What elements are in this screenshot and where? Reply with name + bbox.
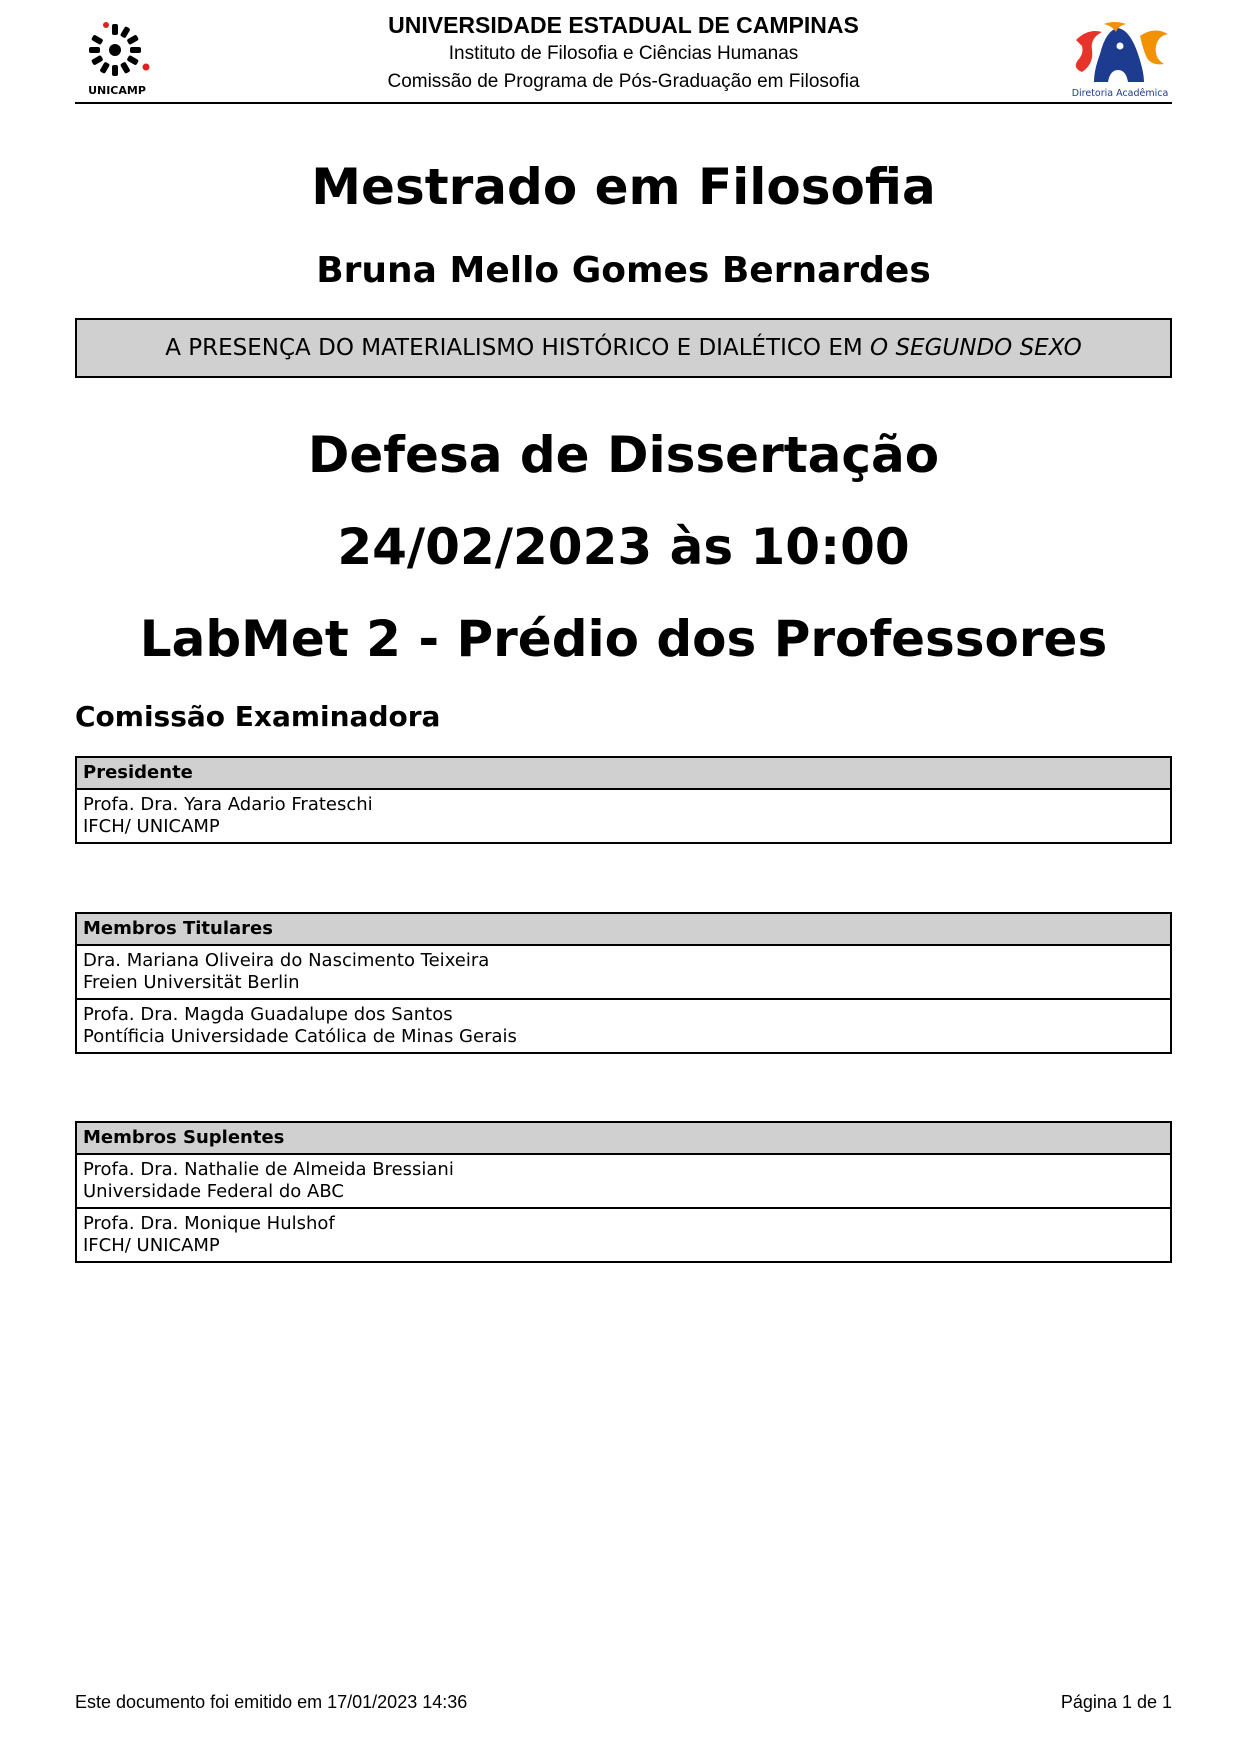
defense-location: LabMet 2 - Prédio dos Professores — [139, 610, 1108, 668]
commission-name: Comissão de Programa de Pós-Graduação em Filosofia — [387, 71, 860, 92]
member-affiliation: Freien Universität Berlin — [83, 972, 300, 993]
member-name: Dra. Mariana Oliveira do Nascimento Teixeira — [83, 950, 490, 971]
member-affiliation: Pontíficia Universidade Católica de Minas Gerais — [83, 1026, 517, 1047]
issued-timestamp: Este documento foi emitido em 17/01/2023 14:36 — [75, 1692, 468, 1712]
defense-datetime: 24/02/2023 às 10:00 — [337, 518, 910, 576]
member-row — [77, 1207, 1170, 1261]
member-row — [77, 998, 1170, 1052]
member-name: Profa. Dra. Nathalie de Almeida Bressiani — [83, 1159, 454, 1180]
titulares-header: Membros Titulares — [77, 914, 1170, 946]
member-name: Profa. Dra. Magda Guadalupe dos Santos — [83, 1004, 453, 1025]
suplentes-panel — [75, 1121, 1172, 1263]
president-panel — [75, 756, 1172, 844]
thesis-title-box — [75, 318, 1172, 378]
titulares-panel — [75, 912, 1172, 1054]
suplentes-header: Membros Suplentes — [77, 1123, 1170, 1155]
committee-title: Comissão Examinadora — [75, 700, 441, 733]
university-name: UNIVERSIDADE ESTADUAL DE CAMPINAS — [388, 12, 859, 38]
member-affiliation: IFCH/ UNICAMP — [83, 1235, 220, 1256]
member-row — [77, 790, 1170, 842]
header-text-block — [75, 10, 1172, 96]
defense-type: Defesa de Dissertação — [307, 426, 940, 484]
member-name: Profa. Dra. Yara Adario Frateschi — [83, 794, 373, 815]
member-row — [77, 1155, 1170, 1207]
thesis-title-main: A PRESENÇA DO MATERIALISMO HISTÓRICO E DIALÉTICO EM — [165, 335, 871, 361]
svg-text:UNICAMP: UNICAMP — [88, 84, 146, 97]
member-affiliation: Universidade Federal do ABC — [83, 1181, 344, 1202]
student-name: Bruna Mello Gomes Bernardes — [316, 250, 931, 291]
institute-name: Instituto de Filosofia e Ciências Humanas — [448, 43, 799, 64]
svg-text:Diretoria Acadêmica: Diretoria Acadêmica — [1071, 88, 1169, 99]
document-header — [75, 8, 1172, 104]
program-title: Mestrado em Filosofia — [311, 158, 936, 216]
member-affiliation: IFCH/ UNICAMP — [83, 816, 220, 837]
page-number: Página 1 de 1 — [1060, 1692, 1172, 1712]
president-header: Presidente — [77, 758, 1170, 790]
thesis-title-italic: O SEGUNDO SEXO — [870, 335, 1082, 361]
member-name: Profa. Dra. Monique Hulshof — [83, 1213, 335, 1234]
member-row — [77, 946, 1170, 998]
